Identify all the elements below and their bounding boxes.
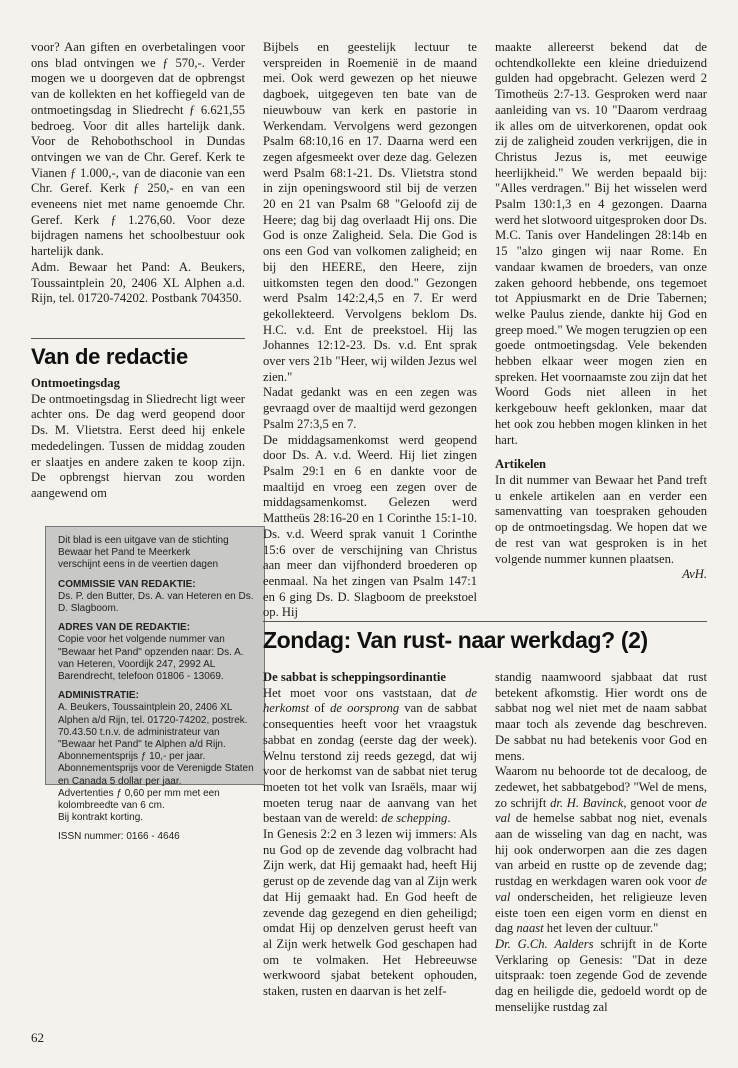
colophon-frequency: verschijnt eens in de veertien dagen [58,559,219,571]
colophon-box [45,526,265,843]
issn-text: ISSN nummer: 0166 - 4646 [58,831,180,843]
administratie-title: ADMINISTRATIE: [58,690,139,702]
article-paragraph-2: In Genesis 2:2 en 3 lezen wij immers: Als nu God op de zevende dag volbracht had Zijn werk, dat Hij gemaakt had, heeft Hij gerust op de zevende dag van al Zijn werk dat Hij gemaakt had. En God heeft de zevende dag gezegend en dien geheiligd; omdat Hij op denzelven gerust heeft van al Zijn werk hetwelk God geschapen had om te volmaken. Het Hebreeuwse werkwoord sjabat betekent ophouden, staken, rusten en daarvan is het zelf- [263,827,477,999]
subhead-artikelen: Artikelen [495,457,547,472]
admin-address: Adm. Bewaar het Pand: A. Beukers, Toussaintplein 20, 2406 XL Alphen a.d. Rijn, tel. 01720-74202. Postbank 704350. [31,259,245,306]
article-paragraph-4: Waarom nu behoorde tot de decaloog, de zedewet, het sabbatgebod? "Wel de mens, zo schrijft dr. H. Bavinck, genoot voor de val de hemelse sabbat nog niet, evenals aan de wisseling van dag en nacht, was hij ook onderworpen aan die zes dagen van arbeid en rustte op de zevende dag; rustdag en werkdagen waren ook voor de val onderscheiden, het religieuze leven eiste toen een eigen vorm en dienst en dag naast het leven der cultuur." [495,764,708,936]
middle-paragraph-1: Bijbels en geestelijk lectuur te verspreiden in Roemenië in de maand mei. Ook werd gewezen op het nieuwe dagboek, uitgegeven ten bate van de nieuwbouw van kerk en pastorie in Werkendam. Vervolgens werd gezongen Psalm 68:10,16 en 17. Daarna werd een zegen afgesmeekt over deze dag. Gelezen werd Psalm 68:1-21. Ds. Vlietstra stond in zijn openingswoord stil bij de verzen 20 en 21 van Psalm 68 "Geloofd zij de Heere; dag bij dag overlaadt Hij ons. Die God is onze Zaligheid. Sela. Die God is ons een God van volkomen zaligheid; en bij den HEERE, den Heere, zijn uitkomsten tegen den dood." Gezongen werd Psalm 142:2,4,5 en 7. Er werd gekollekteerd. Vervolgens beklom Ds. H.C. v.d. Ent de preekstoel. Hij las Johannes 12:12-23. Ds. v.d. Ent sprak over vers 21b "Heer, wij wilden Jezus wel zien." [263,40,477,384]
article-column-a [263,670,477,1000]
colophon-intro: Dit blad is een uitgave van de stichting Bewaar het Pand te Meerkerk [58,535,229,559]
commissie-text: Ds. P. den Butter, Ds. A. van Heteren en Ds. D. Slagboom. [58,590,254,615]
abonnement-abroad-text: Abonnementsprijs voor de Verenigde Staten en Canada 5 dollar per jaar. [58,763,254,787]
page-number: 62 [31,1030,44,1045]
right-paragraph-1: maakte allereerst bekend dat de ochtendkollekte een kleine drieduizend gulden had opgebracht. Gelezen werd 2 Timotheüs 2:7-13. Gesproken werd naar aanleiding van vs. 10 "Daarom verdraag ik alles om de uitverkorenen, opdat ook zij de zaligheid zouden verkrijgen, die in Christus Jezus is, met eeuwige heerlijkheid." We werden bepaald bij: "Alles verdragen." Bij het wisselen werd Psalm 130:1,3 en 4 gezongen. Daarna werd het slotwoord uitgesproken door Ds. M.C. Tanis over Handelingen 28:14b en 15 "alzo gingen wij naar Rome. En vandaar kwamen de broeders, van onze zaken gehoord hebbende, ons tegemoet tot Appiusmarkt en de Drie Tabernen; welke Paulus ziende, dankte hij God en greep moed." We mogen terugzien op een goede ontmoetingsdag. Vele bekenden hebben elkaar weer mogen zien en spreken. Het voornaamste zou zijn dat het Woord Gods niet alleen in het kerkgebouw heeft geklonken, maar dat het ook zou hebben mogen klinken in het hart. [495,40,707,447]
article-divider [263,621,707,622]
artikelen-paragraph: In dit nummer van Bewaar het Pand treft u enkele artikelen aan en verder een samenvatting van toespraken gehouden op de ontmoetingsdag. We hopen dat we de rest van wat gesproken is in het volgende nummer kunnen plaatsen. [495,472,707,566]
kontrakt-text: Bij kontrakt korting. [58,812,144,824]
ontmoetingsdag-paragraph: De ontmoetingsdag in Sliedrecht ligt weer achter ons. De dag werd geopend door Ds. M. Vlietstra. Eerst deed hij enkele mededelingen. Tussen de middag zouden er slaatjes en andere zaken te koop zijn. De opbrengst hiervan zou worden aangewend om [31,391,245,500]
section-divider [31,338,245,339]
article-paragraph-3: standig naamwoord sjabbaat dat rust betekent afkomstig. Hier wordt ons de sabbat nog wel niet met de naam sabbat maar toch als zevende dag beschreven. De sabbat nu had betekenis voor God en mens. [495,670,707,763]
middle-paragraph-2: Nadat gedankt was en een zegen was gevraagd over de maaltijd werd gezongen Psalm 27:3,5 en 7. [263,385,477,431]
commissie-title: COMMISSIE VAN REDAKTIE: [58,578,196,590]
subhead-ontmoetingsdag: Ontmoetingsdag [31,376,120,390]
adres-title: ADRES VAN DE REDAKTIE: [58,622,191,634]
article-subhead: De sabbat is scheppingsordinantie [263,670,446,684]
article-paragraph-1: Het moet voor ons vaststaan, dat de herkomst of de oorsprong van de sabbat consequenties heeft voor het vraagstuk sabbat en zondag (eerste dag der week). Welnu terstond zij reeds gezegd, dat wij voor de herkomst van de sabbat niet terug moeten tot het volk van Israëls, maar wij moeten terug naar de aanvang van het bestaan van de wereld: de schepping. [263,685,477,826]
middle-paragraph-3: De middagsamenkomst werd geopend door Ds. A. v.d. Weerd. Hij liet zingen Psalm 29:1 en 6 en dankte voor de maaltijd en vroeg een zegen over de middagsamenkomst. Gelezen werd Mattheüs 28:16-20 en 1 Corinthe 15:1-10. Ds. v.d. Weerd sprak vanuit 1 Corinthe 15:6 over de verschijning van Christus aan meer dan vijfhonderd broederen op eenmaal. Na het zingen van Psalm 147:1 en 6 ging Ds. D. Slagboom de preekstoel op. Hij [263,432,477,620]
author-signature: AvH. [682,567,707,582]
adres-text: Copie voor het volgende nummer van "Bewaar het Pand" opzenden naar: Ds. A. van Heteren, Voordijk 247, 2992 AL Barendrecht, telefoon 01806 - 13069. [58,634,244,683]
section-title-van-de-redactie: Van de redactie [31,344,188,369]
donations-paragraph: voor? Aan giften en overbetalingen voor ons blad ontvingen we ƒ 570,-. Verder mogen we u doorgeven dat de opbrengst van de kollekten en het koffiegeld van de ontmoetingsdag in Sliedrecht ƒ 6.621,55 bedroeg. Voor dit alles hartelijk dank. Voor de Rehobothschool in Dundas ontvingen we van de Chr. Geref. Kerk te Vianen ƒ 1.000,-, van de diaconie van een Chr. Geref. Kerk ƒ 250,- en van een eveneens niet met name genoemde Chr. Geref. Kerk ƒ 1.276,60. Voor deze bijdragen namens het schoolbestuur ook hartelijk dank. [31,40,245,259]
abonnement-text: Abonnementsprijs ƒ 10,- per jaar. [58,751,206,763]
article-title: Zondag: Van rust- naar werkdag? (2) [263,627,648,653]
article-column-b [495,670,707,1015]
column-right [495,40,707,583]
column-left [31,40,245,307]
column-left-redactie [31,376,245,502]
advertenties-text: Advertenties ƒ 0,60 per mm met een kolombreedte van 6 cm. [58,787,220,812]
article-paragraph-5: Dr. G.Ch. Aalders schrijft in de Korte Verklaring op Genesis: "Dat in deze uitspraak: toen zegende God de zevende dag en heiligde die, gedoeld wordt op de menselijke rustdag zal [495,936,707,1014]
administratie-text: A. Beukers, Toussaintplein 20, 2406 XL Alphen a/d Rijn, tel. 01720-74202, postrek. 70.43.50 t.n.v. de administrateur van "Bewaar het Pand" te Alphen a/d Rijn. [58,702,248,751]
column-middle [263,40,477,621]
